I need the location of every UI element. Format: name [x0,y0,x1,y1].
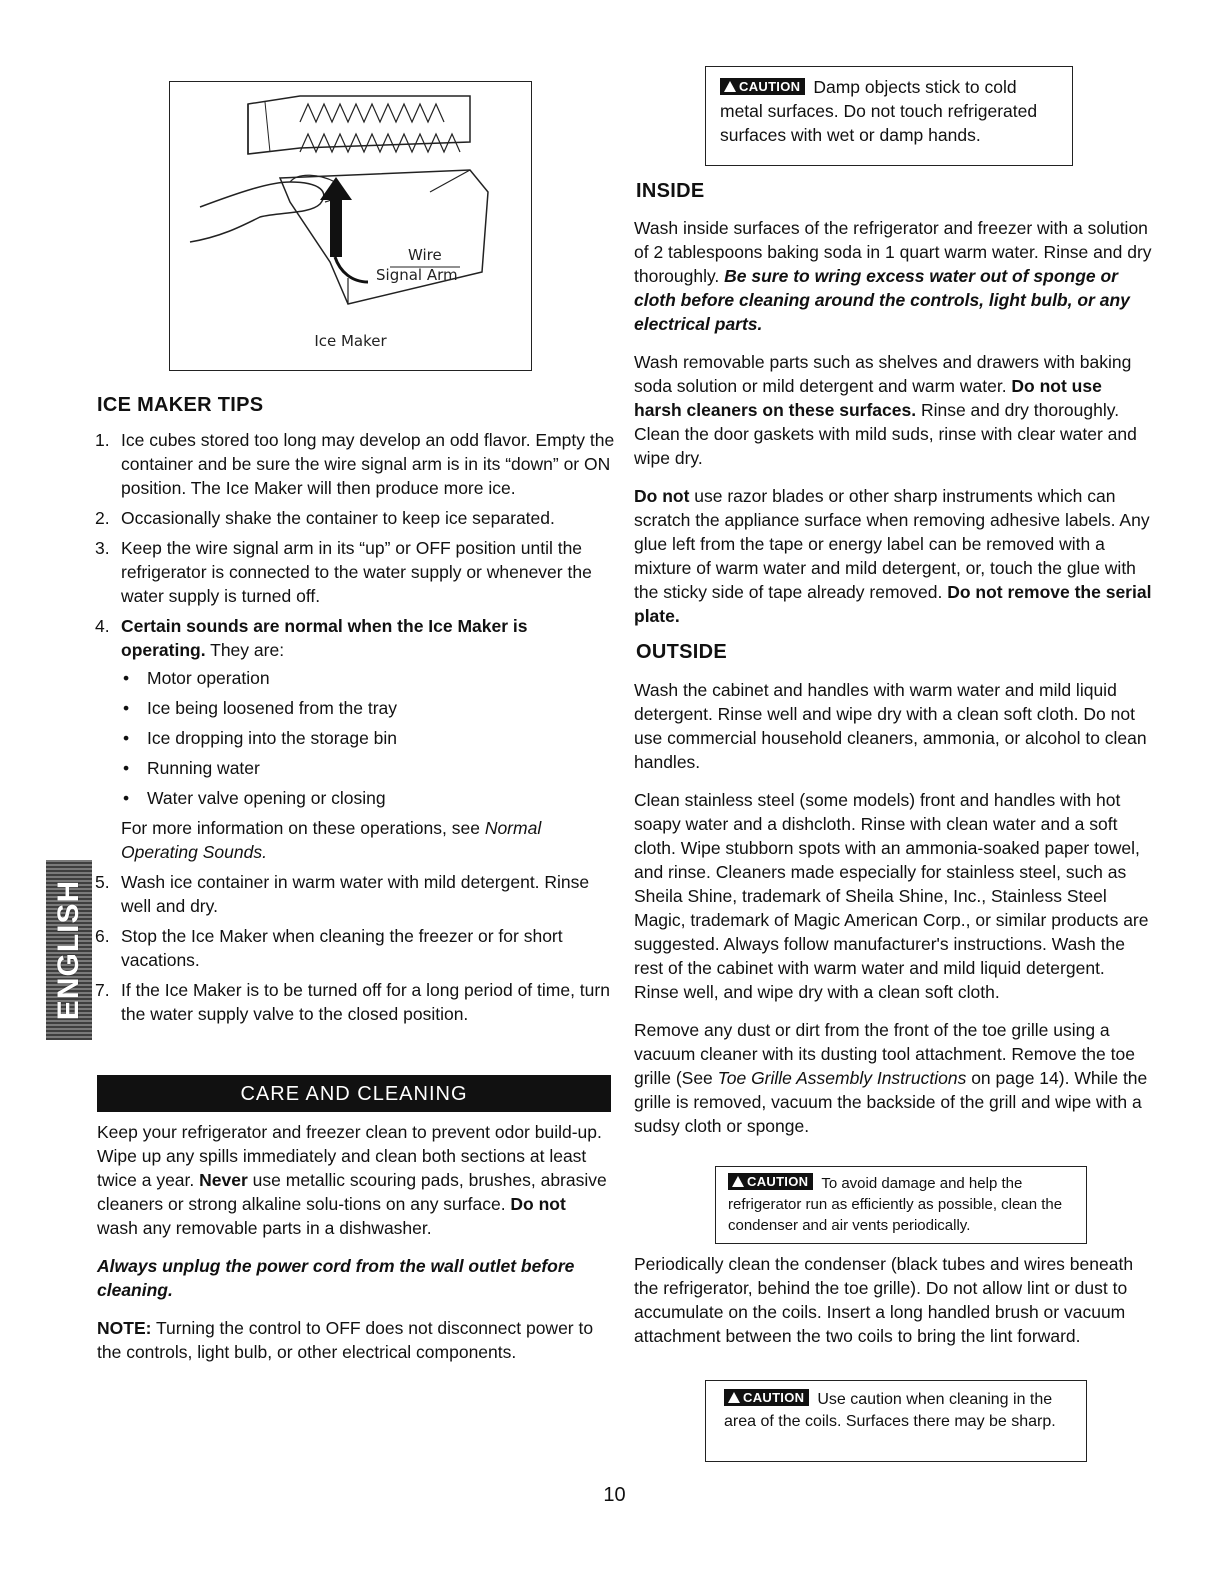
inside-paragraph [634,350,1154,470]
item-number: 1. [95,430,110,450]
inside-text: Rinse and dry thoroughly. Clean the door gaskets with mild suds, rinse with clear water and wipe dry. [634,400,1137,468]
item-text: Stop the Ice Maker when cleaning the freezer or for short vacations. [121,926,563,970]
care-bold: Never [199,1170,248,1190]
note-paragraph [97,1316,607,1364]
figure-caption: Ice Maker [314,332,387,350]
caution-text: To avoid damage and help the refrigerator run as efficiently as possible, clean the condenser and air vents periodically. [728,1175,1063,1234]
caution-label: CAUTION [728,1173,813,1190]
warning-triangle-icon [724,81,736,92]
item-text: Keep the wire signal arm in its “up” or OFF position until the refrigerator is connected to the water supply or whenever the water supply is turned off. [121,538,592,606]
callout-wire: Wire [408,246,442,264]
bullet-item: • Motor operation [121,666,615,690]
list-item [95,870,615,918]
more-info-ref: Normal Operating Sounds. [121,818,542,862]
outside-paragraph: Periodically clean the condenser (black tubes and wires beneath the refrigerator, behind the toe grille). Do not allow lint or dust to accumulate on the coils. Insert a long handled brush or vacuum attachment between the two coils to bring the lint forward. [634,1254,1134,1346]
item-number: 7. [95,980,110,1000]
list-item [95,614,615,864]
list-item [95,536,615,608]
outside-text: Remove any dust or dirt from the front of the toe grille using a vacuum cleaner with its dusting tool attachment. Remove the toe grille (See [634,1020,1135,1088]
inside-text: Wash removable parts such as shelves and drawers with baking soda solution or mild detergent and warm water. [634,352,1132,396]
care-text: use metallic scouring pads, brushes, abrasive cleaners or strong alkaline solu-tions on any surface. [97,1170,607,1214]
inside-bold: Do not use harsh cleaners on these surfaces. [634,376,1102,420]
inside-bold: Do not [634,486,690,506]
caution-label: CAUTION [724,1389,809,1406]
care-and-cleaning-banner: CARE AND CLEANING [97,1075,611,1112]
list-item [95,978,615,1026]
item-text: If the Ice Maker is to be turned off for a long period of time, turn the water supply valve to the closed position. [121,980,610,1024]
item-text: Wash ice container in warm water with mild detergent. Rinse well and dry. [121,872,590,916]
note-text: Turning the control to OFF does not disconnect power to the controls, light bulb, or other electrical components. [97,1318,594,1362]
caution-box-damp [705,66,1073,166]
warning-triangle-icon [732,1176,744,1187]
language-side-tab [46,860,92,1040]
care-section [97,1120,607,1378]
item-number: 2. [95,508,110,528]
outside-ref: Toe Grille Assembly Instructions [717,1068,967,1088]
ice-maker-tips-list [95,428,615,1032]
outside-heading: OUTSIDE [636,641,727,663]
item-text: Ice cubes stored too long may develop an odd flavor. Empty the container and be sure the wire signal arm is in its “down” or ON position. The Ice Maker will then produce more ice. [121,430,615,498]
unplug-text: Always unplug the power cord from the wall outlet before cleaning. [97,1256,575,1300]
caution-text: Damp objects stick to cold metal surfaces. Do not touch refrigerated surfaces with wet or damp hands. [720,77,1038,145]
outside-text: on page 14). While the grille is removed, vacuum the backside of the grill and wipe with a sudsy cloth or sponge. [634,1068,1148,1136]
inside-paragraph [634,484,1154,628]
item-number: 5. [95,872,110,892]
outside-section [634,678,1154,1152]
inside-text: Wash inside surfaces of the refrigerator and freezer with a solution of 2 tablespoons baking soda in 1 quart warm water. Rinse and dry thoroughly. [634,218,1152,286]
inside-text: use razor blades or other sharp instruments which can scratch the appliance surface when removing adhesive labels. Any glue left from the tape or energy label can be removed with a mixture of warm water and mild detergent, or, touch the glue with the sticky side of tape already removed. [634,486,1150,602]
ice-maker-illustration [170,82,530,322]
side-tab-label: ENGLISH [52,879,85,1021]
inside-paragraph [634,216,1154,336]
inside-bold: Do not remove the serial plate. [634,582,1152,626]
ice-maker-tips-heading: ICE MAKER TIPS [97,394,264,416]
page-number: 10 [603,1484,626,1506]
item-bold-text: Certain sounds are normal when the Ice Maker is operating. [121,616,528,660]
caution-box-coils [705,1380,1087,1462]
inside-section [634,216,1154,642]
condenser-section [634,1252,1154,1362]
care-bold: Do not [510,1194,566,1214]
item-text: Occasionally shake the container to keep ice separated. [121,508,555,528]
caution-text: Use caution when cleaning in the area of the coils. Surfaces there may be sharp. [724,1391,1056,1430]
callout-signal-arm: Signal Arm [376,266,458,284]
item-number: 6. [95,926,110,946]
warning-triangle-icon [728,1392,740,1403]
inside-heading: INSIDE [636,180,705,202]
more-info-lead: For more information on these operations, see [121,818,485,838]
item-number: 4. [95,616,110,636]
unplug-warning [97,1254,607,1302]
outside-paragraph [634,1018,1154,1138]
caution-label: CAUTION [720,78,805,95]
sounds-bullet-list [121,666,615,810]
caution-box-condenser [715,1166,1087,1244]
care-text: wash any removable parts in a dishwasher. [97,1218,432,1238]
list-item [95,506,615,530]
outside-paragraph: Wash the cabinet and handles with warm water and mild liquid detergent. Rinse well and wipe dry with a clean soft cloth. Do not use commercial household cleaners, ammonia, or alcohol to clean handles. [634,680,1147,772]
bullet-item: • Ice being loosened from the tray [121,696,615,720]
item-text: They are: [205,640,285,660]
ice-maker-figure [169,81,532,371]
outside-paragraph: Clean stainless steel (some models) front and handles with hot soapy water and a dishcloth. Rinse with clean water and a soft cloth. Wipe stubborn spots with an ammonia-soaked paper towel, and rinse. Cleaners made especially for stainless steel, such as Sheila Shine, trademark of Sheila Shine, Inc., Stainless Steel Magic, trademark of Magic American Corp., or similar products are suggested. Always follow manufacturer's instructions. Wash the rest of the cabinet with warm water and mild liquid detergent. Rinse well, and wipe dry with a clean soft cloth. [634,790,1149,1002]
list-item [95,924,615,972]
item-number: 3. [95,538,110,558]
care-paragraph [97,1120,607,1240]
note-label: NOTE: [97,1318,152,1338]
care-text: Keep your refrigerator and freezer clean to prevent odor build-up. Wipe up any spills immediately and clean both sections at least twice a year. [97,1122,602,1190]
bullet-item: • Ice dropping into the storage bin [121,726,615,750]
inside-bold-italic: Be sure to wring excess water out of sponge or cloth before cleaning around the controls, light bulb, or any electrical parts. [634,266,1130,334]
more-info-text [121,816,615,864]
bullet-item: • Water valve opening or closing [121,786,615,810]
bullet-item: • Running water [121,756,615,780]
list-item [95,428,615,500]
